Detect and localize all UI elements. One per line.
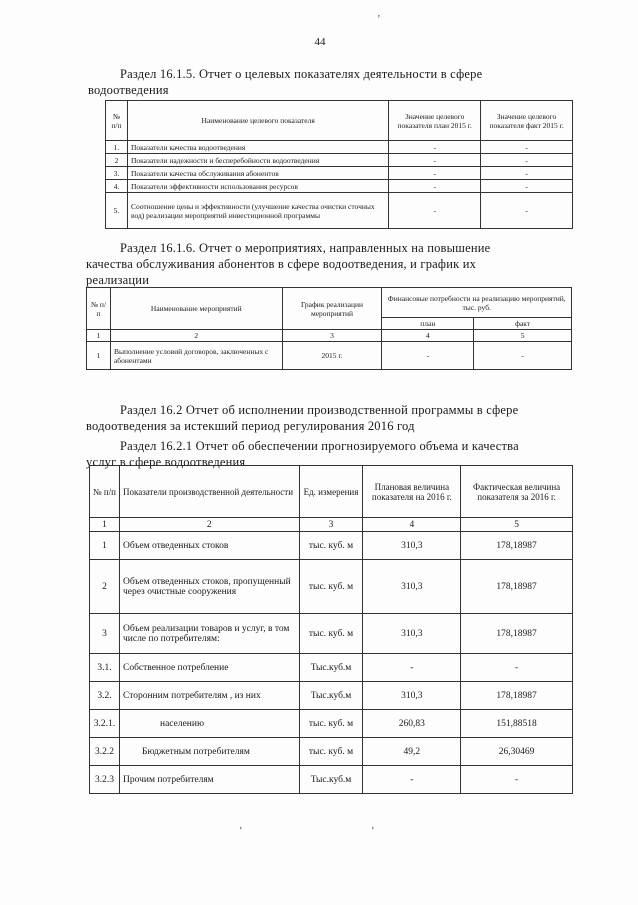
activities-table	[86, 287, 572, 370]
col-header-plan: Плановая величина показателя на 2016 г.	[363, 466, 461, 518]
col-number: 4	[363, 518, 461, 532]
title-line: Раздел 16.1.5. Отчет о целевых показателях деятельности в сфере	[120, 67, 483, 81]
table-row	[106, 141, 573, 154]
cell-plan: -	[363, 766, 461, 794]
title-line: Раздел 16.2 Отчет об исполнении производственной программы в сфере	[120, 403, 519, 417]
cell-number: 5.	[106, 193, 128, 229]
cell-number: 3.2.3	[90, 766, 120, 794]
cell-plan: 310,3	[363, 560, 461, 614]
table-row	[90, 654, 573, 682]
cell-fact: -	[481, 154, 573, 167]
cell-name: Объем отведенных стоков, пропущенный через очистные сооружения	[119, 560, 299, 614]
cell-unit: Тыс.куб.м	[299, 654, 363, 682]
cell-fact: 178,18987	[461, 682, 573, 710]
col-header-name: Показатели производственной деятельности	[119, 466, 299, 518]
cell-fact: -	[481, 167, 573, 180]
cell-fact: 151,88518	[461, 710, 573, 738]
col-header-number: № п/п	[90, 466, 120, 518]
table-row	[87, 342, 572, 370]
cell-fact: -	[481, 193, 573, 229]
cell-fact: -	[474, 342, 572, 370]
col-number: 5	[461, 518, 573, 532]
cell-name: Соотношение цены и эффективности (улучшение качества очистки сточных вод) реализации мероприятий инвестиционной программы	[127, 193, 388, 229]
cell-name: Показатели эффективности использования ресурсов	[127, 180, 388, 193]
cell-plan: -	[389, 154, 481, 167]
cell-unit: Тыс.куб.м	[299, 766, 363, 794]
cell-name: Показатели надежности и бесперебойности водоотведения	[127, 154, 388, 167]
col-number: 2	[110, 330, 282, 342]
col-header-finance: Финансовые потребности на реализацию мероприятий, тыс. руб.	[382, 288, 572, 318]
numbering-row	[87, 330, 572, 342]
numbering-row	[90, 518, 573, 532]
col-header-schedule: График реализации мероприятий	[282, 288, 382, 330]
cell-fact: -	[481, 141, 573, 154]
title-line: реализации	[86, 273, 150, 287]
title-line: водоотведения	[88, 83, 169, 97]
cell-plan: 310,3	[363, 682, 461, 710]
cell-fact: 26,30469	[461, 738, 573, 766]
cell-plan: -	[389, 141, 481, 154]
cell-unit: тыс. куб. м	[299, 614, 363, 654]
cell-plan: -	[389, 180, 481, 193]
section-16-1-6-title	[86, 240, 574, 288]
table-row	[106, 167, 573, 180]
cell-number: 1	[87, 342, 111, 370]
cell-name: Выполнение условий договоров, заключенных с абонентами	[110, 342, 282, 370]
cell-fact: 178,18987	[461, 532, 573, 560]
cell-name: Объем реализации товаров и услуг, в том числе по потребителям:	[119, 614, 299, 654]
col-header-fact: Фактическая величина показателя за 2016 г.	[461, 466, 573, 518]
title-line: качества обслуживания абонентов в сфере водоотведения, и график их	[86, 257, 477, 271]
cell-plan: 49,2	[363, 738, 461, 766]
cell-number: 3.1.	[90, 654, 120, 682]
cell-number: 3.2.	[90, 682, 120, 710]
col-header-name: Наименование мероприятий	[110, 288, 282, 330]
cell-plan: -	[389, 167, 481, 180]
cell-fact: 178,18987	[461, 614, 573, 654]
col-header-number: № п/п	[87, 288, 111, 330]
cell-number: 3.2.1.	[90, 710, 120, 738]
table-row	[90, 766, 573, 794]
scan-mark: '	[372, 826, 374, 837]
col-number: 2	[119, 518, 299, 532]
section-16-1-5-title	[88, 66, 580, 98]
cell-name: населению	[119, 710, 299, 738]
cell-unit: Тыс.куб.м	[299, 682, 363, 710]
scan-mark: '	[240, 826, 242, 837]
col-number: 1	[87, 330, 111, 342]
table-row	[90, 710, 573, 738]
cell-number: 3.	[106, 167, 128, 180]
cell-number: 1	[90, 532, 120, 560]
cell-number: 2	[90, 560, 120, 614]
cell-name: Сторонним потребителям , из них	[119, 682, 299, 710]
col-header-fact: факт	[474, 318, 572, 330]
cell-name: Бюджетным потребителям	[119, 738, 299, 766]
table-header-row	[106, 101, 573, 141]
table-row	[90, 560, 573, 614]
title-line: Раздел 16.1.6. Отчет о мероприятиях, направленных на повышение	[120, 241, 491, 255]
table-row	[106, 193, 573, 229]
cell-number: 1.	[106, 141, 128, 154]
table-row	[90, 614, 573, 654]
scan-mark: '	[378, 14, 380, 25]
col-header-name: Наименование целевого показателя	[127, 101, 388, 141]
cell-name: Объем отведенных стоков	[119, 532, 299, 560]
title-line: водоотведения за истекший период регулирования 2016 год	[86, 419, 415, 433]
cell-plan: 310,3	[363, 532, 461, 560]
cell-plan: 310,3	[363, 614, 461, 654]
cell-plan: -	[389, 193, 481, 229]
table-row	[90, 738, 573, 766]
title-line: услуг в сфере водоотведения	[86, 455, 246, 469]
table-header-row	[87, 288, 572, 318]
cell-fact: -	[461, 654, 573, 682]
cell-name: Собственное потребление	[119, 654, 299, 682]
col-number: 1	[90, 518, 120, 532]
table-row	[90, 682, 573, 710]
cell-name: Показатели качества обслуживания абонентов	[127, 167, 388, 180]
table-row	[90, 532, 573, 560]
col-number: 5	[474, 330, 572, 342]
table-row	[106, 180, 573, 193]
cell-name: Прочим потребителям	[119, 766, 299, 794]
col-number: 3	[299, 518, 363, 532]
cell-plan: -	[382, 342, 474, 370]
cell-number: 3.2.2	[90, 738, 120, 766]
cell-number: 3	[90, 614, 120, 654]
production-volume-table	[89, 465, 573, 794]
cell-plan: -	[363, 654, 461, 682]
cell-fact: -	[481, 180, 573, 193]
target-indicators-table	[105, 100, 573, 229]
col-header-number: № п/п	[106, 101, 128, 141]
cell-fact: -	[461, 766, 573, 794]
col-header-unit: Ед. измерения	[299, 466, 363, 518]
section-16-2-title	[86, 402, 574, 434]
cell-unit: тыс. куб. м	[299, 710, 363, 738]
col-header-plan: Значение целевого показателя план 2015 г.	[389, 101, 481, 141]
col-number: 3	[282, 330, 382, 342]
title-line: Раздел 16.2.1 Отчет об обеспечении прогнозируемого объема и качества	[120, 439, 519, 453]
cell-number: 2	[106, 154, 128, 167]
cell-unit: тыс. куб. м	[299, 532, 363, 560]
cell-number: 4.	[106, 180, 128, 193]
page-number: 44	[314, 36, 326, 48]
cell-schedule: 2015 г.	[282, 342, 382, 370]
col-number: 4	[382, 330, 474, 342]
cell-name: Показатели качества водоотведения	[127, 141, 388, 154]
table-header-row	[90, 466, 573, 518]
cell-plan: 260,83	[363, 710, 461, 738]
cell-unit: тыс. куб. м	[299, 738, 363, 766]
cell-fact: 178,18987	[461, 560, 573, 614]
cell-unit: тыс. куб. м	[299, 560, 363, 614]
col-header-plan: план	[382, 318, 474, 330]
col-header-fact: Значение целевого показателя факт 2015 г.	[481, 101, 573, 141]
table-row	[106, 154, 573, 167]
